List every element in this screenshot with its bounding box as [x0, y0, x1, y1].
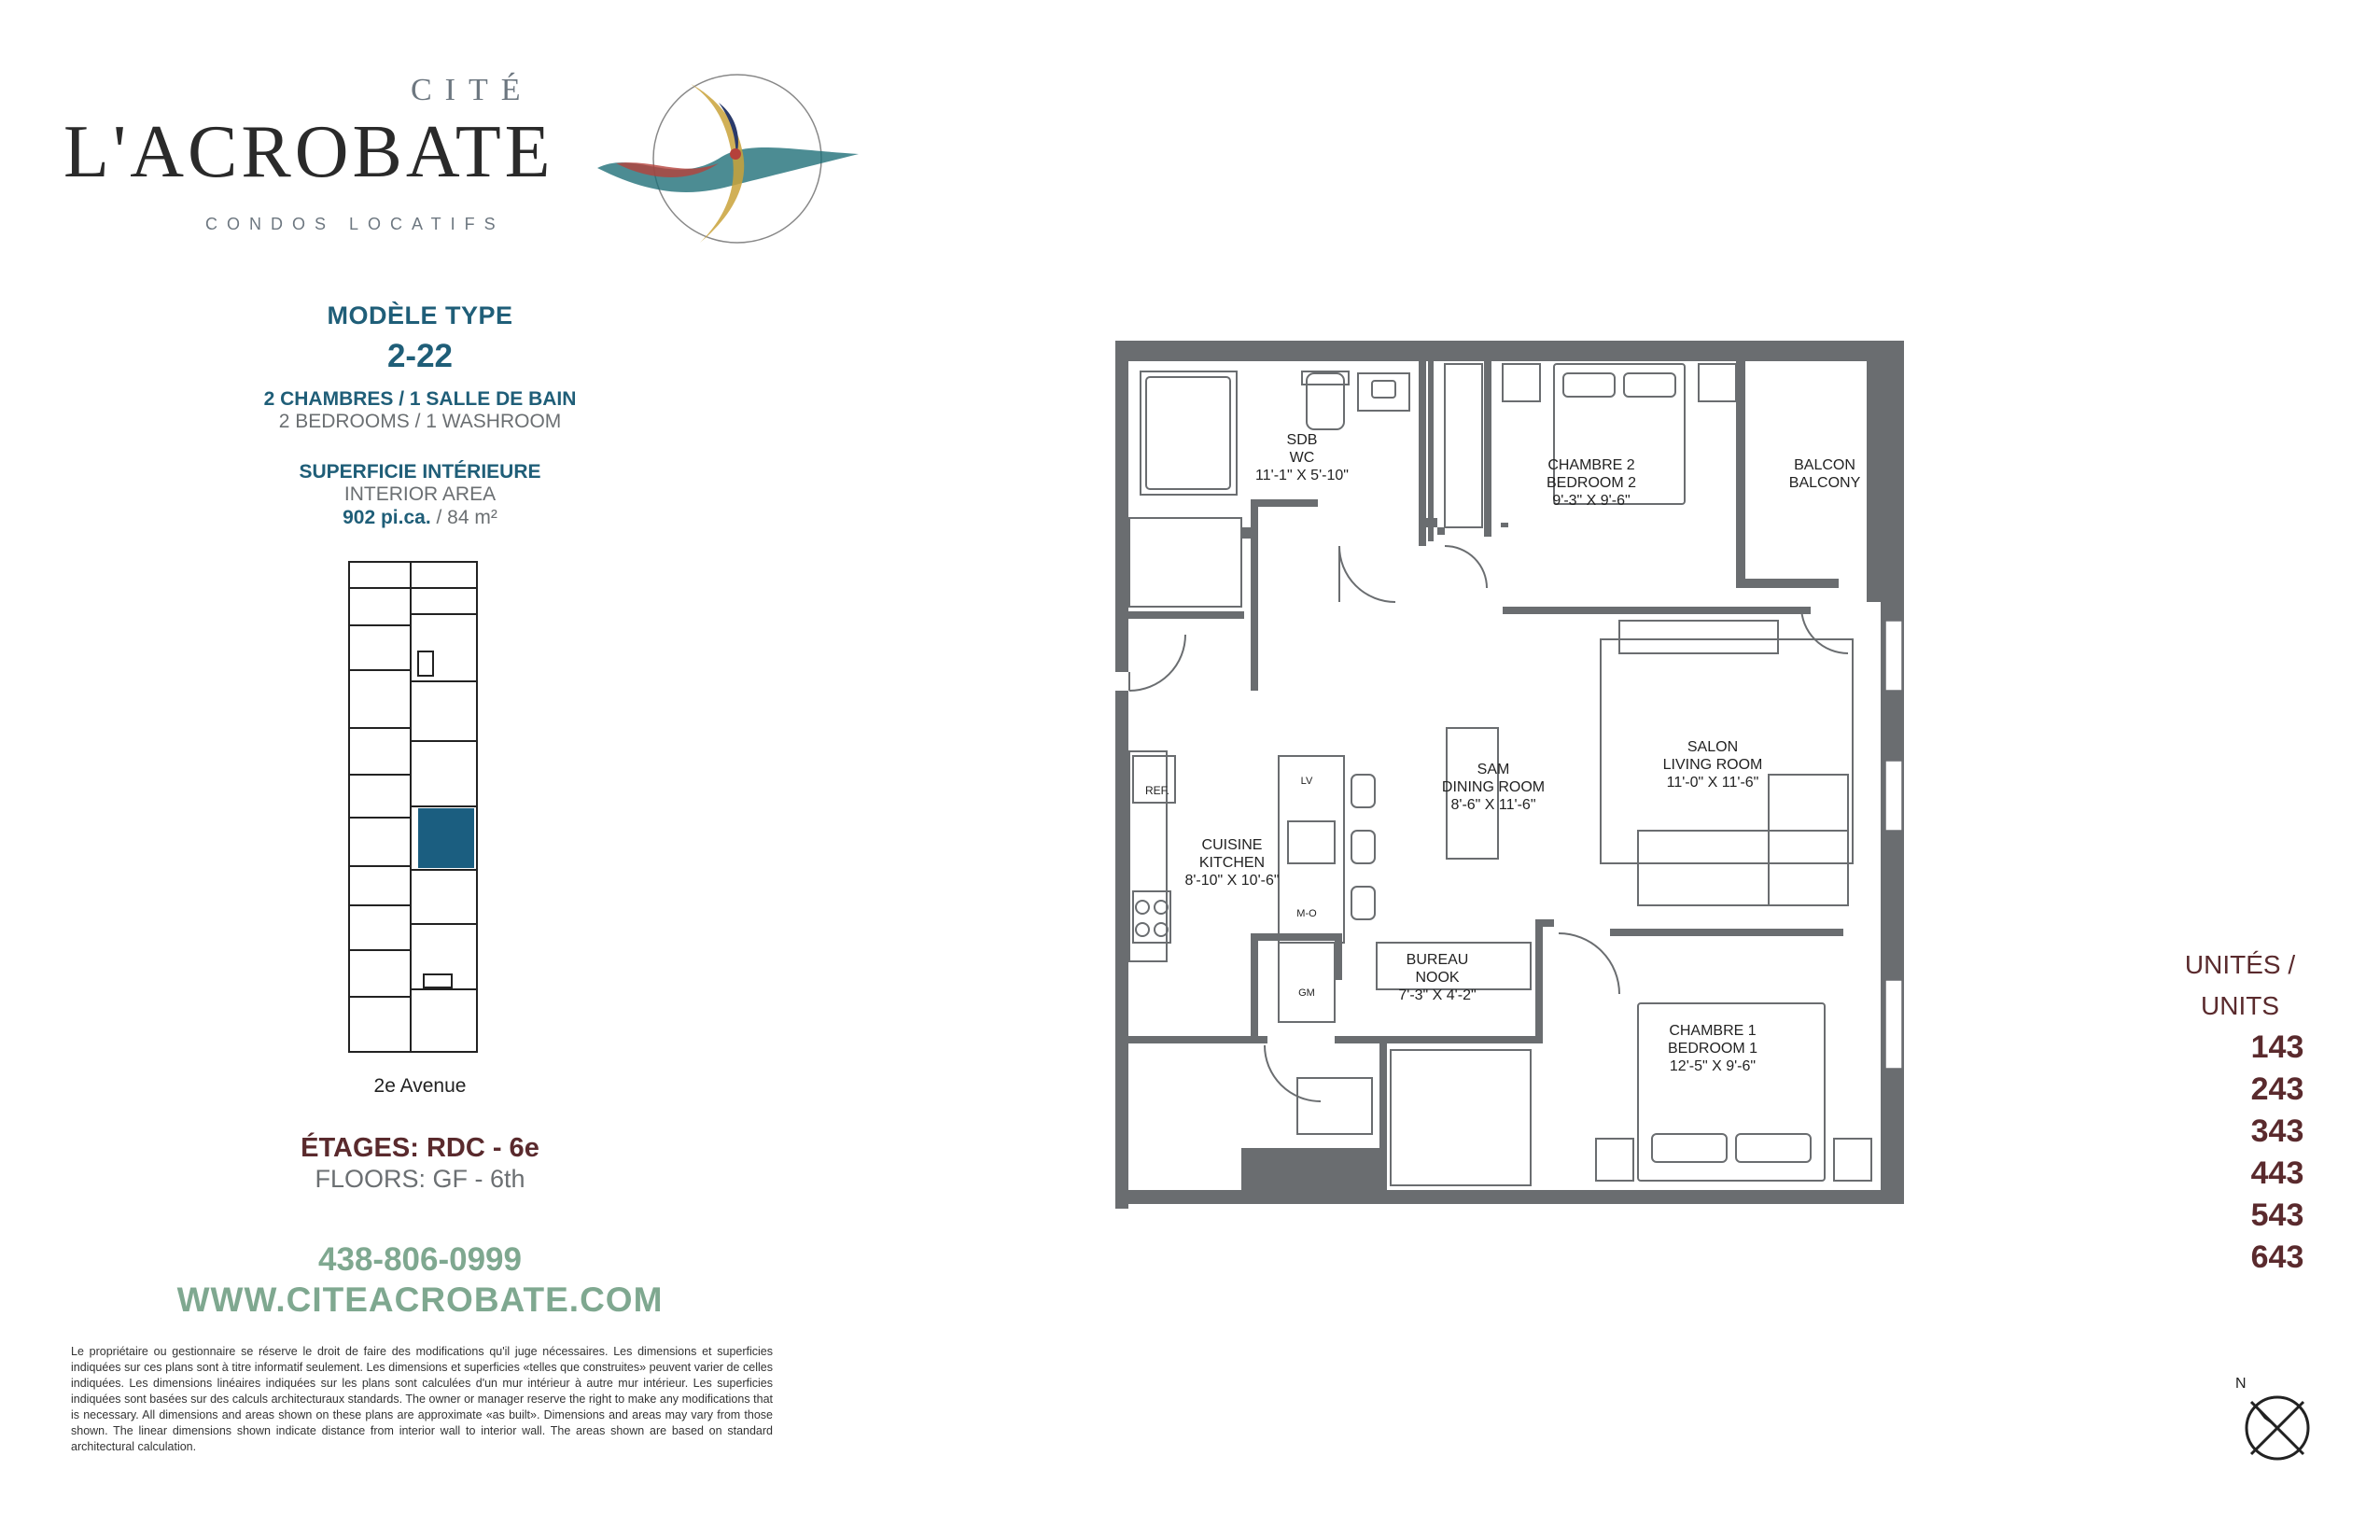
- unit-item: 343: [2250, 1113, 2304, 1149]
- bureau-dim: 7'-3" X 4'-2": [1398, 987, 1477, 1003]
- sam-dim: 8'-6" X 11'-6": [1450, 797, 1536, 813]
- room-label-sam: [1433, 761, 1554, 814]
- fixture-ref: REF.: [1144, 784, 1169, 797]
- legal-disclaimer: Le propriétaire ou gestionnaire se réserve le droit de faire des modifications qu'il juge nécessaires. Les dimensions et superficies indiquées sur ces plans sont à titre informatif seulement. Les dimensions et superficies «telles que construites» peuvent varier de celles indiquées. Les dimensions linéaires indiquées sur les plans sont calculées d'un mur intérieur à autre mur intérieur. Les superficies indiquées sont basées sur des calculs architecturaux standards. The owner or manager reserve the right to make any modifications that is necessary. All dimensions and areas shown on these plans are approximate «as built». Dimensions and areas may vary from those shown. The linear dimensions shown indicate distance from interior wall to interior wall. The areas shown are based on standard architectural calculation.: [71, 1345, 773, 1453]
- floors-fr: ÉTAGES: RDC - 6e: [301, 1133, 539, 1163]
- unit-item: 243: [2250, 1071, 2304, 1107]
- fixture-gm: GM: [1298, 987, 1315, 999]
- area-sqft: 902 pi.ca.: [343, 507, 431, 528]
- unit-item: 643: [2250, 1239, 2304, 1275]
- chambre2-en: BEDROOM 2: [1546, 475, 1636, 491]
- chambre1-en: BEDROOM 1: [1667, 1041, 1757, 1057]
- chambre1-fr: CHAMBRE 1: [1669, 1023, 1757, 1039]
- room-label-salon: [1647, 738, 1778, 791]
- rooms-en: 2 BEDROOMS / 1 WASHROOM: [278, 411, 562, 432]
- floors-en: FLOORS: GF - 6th: [315, 1165, 525, 1193]
- sdb-en: WC: [1289, 450, 1315, 466]
- cuisine-dim: 8'-10" X 10'-6": [1184, 873, 1280, 889]
- model-type: 2-22: [386, 338, 454, 374]
- compass-icon: [2240, 1391, 2315, 1465]
- acrobat-logo-icon: [579, 65, 859, 252]
- salon-fr: SALON: [1687, 739, 1739, 755]
- units-list: [2231, 1027, 2324, 1279]
- unit-item: 443: [2250, 1155, 2304, 1191]
- key-plan: [343, 558, 483, 1057]
- units-heading-en: UNITS: [2201, 991, 2279, 1020]
- fixture-lv: LV: [1300, 776, 1313, 787]
- chambre1-dim: 12'-5" X 9'-6": [1669, 1058, 1757, 1074]
- brand-cite: CITÉ: [411, 73, 534, 107]
- phone-number[interactable]: 438-806-0999: [318, 1241, 522, 1278]
- sam-en: DINING ROOM: [1441, 779, 1546, 795]
- balcon-en: BALCONY: [1788, 475, 1861, 491]
- area-heading-en: INTERIOR AREA: [343, 483, 497, 505]
- fixture-mo: M-O: [1296, 908, 1317, 919]
- room-label-cuisine: [1171, 836, 1293, 889]
- street-label: 2e Avenue: [373, 1075, 467, 1097]
- compass-north-label: N: [2235, 1376, 2247, 1392]
- brand-name: L'ACROBATE: [63, 111, 554, 193]
- unit-item: 143: [2250, 1029, 2304, 1065]
- room-label-chambre1: [1647, 1022, 1778, 1075]
- sdb-fr: SDB: [1286, 432, 1318, 448]
- cuisine-fr: CUISINE: [1201, 837, 1263, 853]
- bureau-en: NOOK: [1415, 970, 1460, 986]
- room-label-sdb: [1246, 431, 1358, 484]
- units-heading: [2156, 945, 2324, 1027]
- wall-left-upper: [1115, 341, 1128, 672]
- area-heading-fr: SUPERFICIE INTÉRIEURE: [299, 461, 541, 483]
- brand-tagline: CONDOS LOCATIFS: [205, 215, 505, 233]
- room-label-chambre2: [1531, 456, 1652, 510]
- sdb-dim: 11'-1" X 5'-10": [1255, 468, 1349, 483]
- room-label-bureau: [1381, 951, 1493, 1004]
- cuisine-en: KITCHEN: [1198, 855, 1266, 871]
- chambre2-fr: CHAMBRE 2: [1547, 457, 1635, 473]
- balcon-fr: BALCON: [1794, 457, 1855, 473]
- unit-item: 543: [2250, 1197, 2304, 1233]
- interior-area: [177, 507, 663, 529]
- area-m2: / 84 m²: [436, 507, 497, 528]
- bureau-fr: BUREAU: [1406, 952, 1469, 968]
- chambre2-dim: 9'-3" X 9'-6": [1552, 493, 1631, 509]
- units-heading-fr: UNITÉS /: [2184, 950, 2296, 979]
- model-heading: MODÈLE TYPE: [327, 301, 513, 329]
- sam-fr: SAM: [1477, 762, 1510, 777]
- rooms-fr: 2 CHAMBRES / 1 SALLE DE BAIN: [263, 388, 577, 410]
- highlighted-unit: [418, 808, 474, 868]
- room-label-balcon: [1773, 456, 1876, 492]
- salon-dim: 11'-0" X 11'-6": [1666, 775, 1759, 791]
- salon-en: LIVING ROOM: [1662, 757, 1763, 773]
- website-link[interactable]: WWW.CITEACROBATE.COM: [176, 1281, 664, 1319]
